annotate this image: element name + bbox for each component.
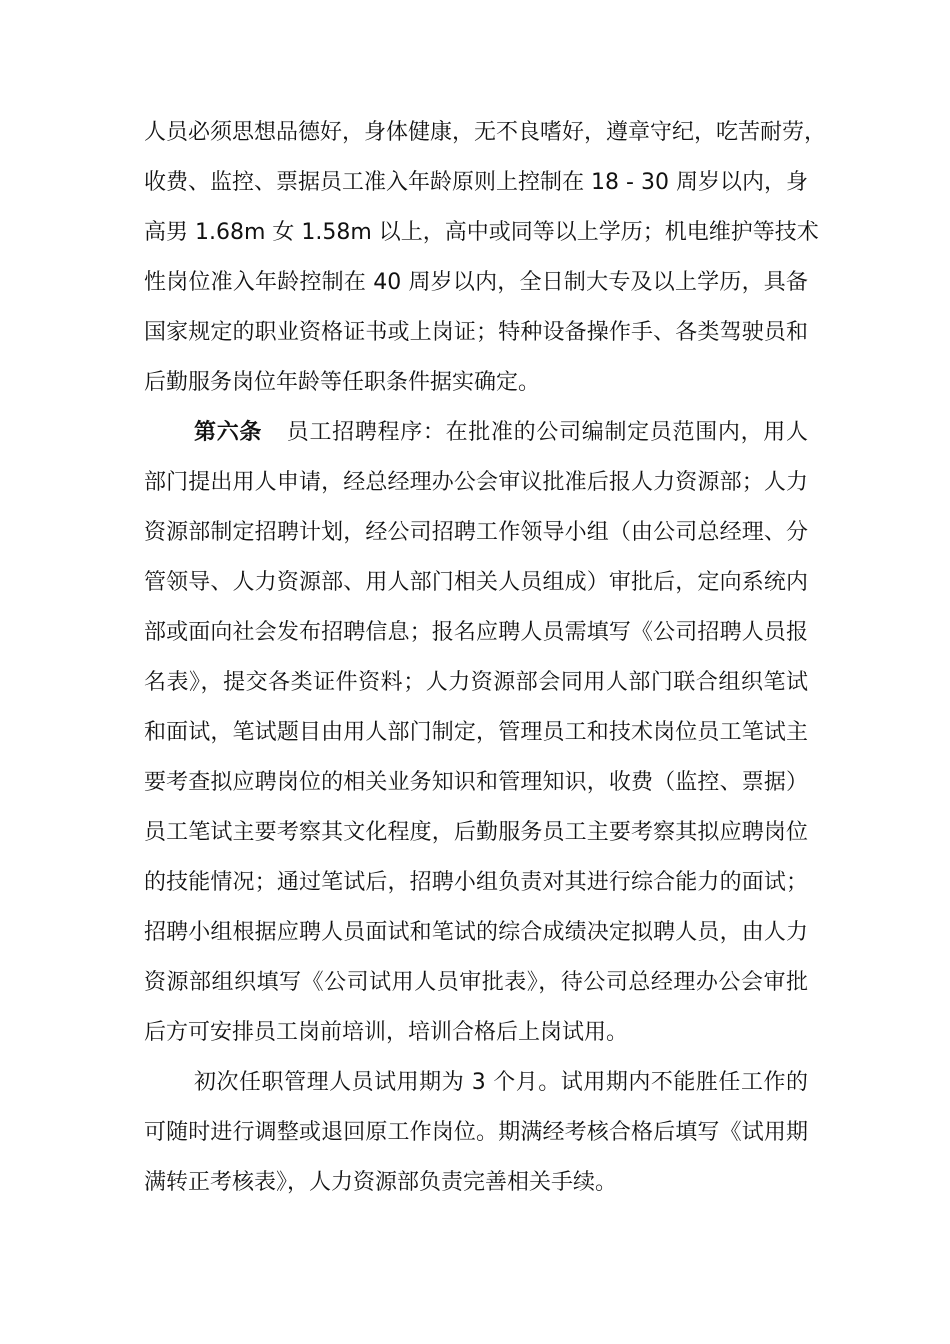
paragraph-line: 部门提出用人申请，经总经理办公会审议批准后报人力资源部；人力 <box>144 470 808 495</box>
article-6-heading: 第六条 <box>194 420 263 445</box>
article-6-first-text: 员工招聘程序：在批准的公司编制定员范围内，用人 <box>286 420 808 445</box>
paragraph-line: 的技能情况；通过笔试后，招聘小组负责对其进行综合能力的面试； <box>144 870 808 895</box>
paragraph-line: 员工笔试主要考察其文化程度，后勤服务员工主要考察其拟应聘岗位 <box>144 820 808 845</box>
paragraph-line: 性岗位准入年龄控制在 40 周岁以内，全日制大专及以上学历，具备 <box>144 270 808 295</box>
paragraph-line: 人员必须思想品德好，身体健康，无不良嗜好，遵章守纪，吃苦耐劳， <box>144 120 827 145</box>
article-6-first-line <box>194 418 808 448</box>
paragraph-line: 后方可安排员工岗前培训，培训合格后上岗试用。 <box>144 1020 629 1045</box>
paragraph-line: 后勤服务岗位年龄等任职条件据实确定。 <box>144 370 541 395</box>
paragraph-line: 资源部制定招聘计划，经公司招聘工作领导小组（由公司总经理、分 <box>144 520 808 545</box>
paragraph-line: 名表》，提交各类证件资料；人力资源部会同用人部门联合组织笔试 <box>144 670 808 695</box>
paragraph-line: 管领导、人力资源部、用人部门相关人员组成）审批后，定向系统内 <box>144 570 808 595</box>
paragraph-line: 国家规定的职业资格证书或上岗证；特种设备操作手、各类驾驶员和 <box>144 320 808 345</box>
paragraph-line: 和面试，笔试题目由用人部门制定，管理员工和技术岗位员工笔试主 <box>144 720 808 745</box>
paragraph-line: 部或面向社会发布招聘信息；报名应聘人员需填写《公司招聘人员报 <box>144 620 808 645</box>
paragraph-line: 可随时进行调整或退回原工作岗位。期满经考核合格后填写《试用期 <box>144 1120 808 1145</box>
paragraph-line: 要考查拟应聘岗位的相关业务知识和管理知识，收费（监控、票据） <box>144 770 808 795</box>
paragraph-line: 收费、监控、票据员工准入年龄原则上控制在 18 - 30 周岁以内，身 <box>144 170 808 195</box>
paragraph-line: 高男 1.68m 女 1.58m 以上，高中或同等以上学历；机电维护等技术 <box>144 220 819 245</box>
paragraph-line: 资源部组织填写《公司试用人员审批表》，待公司总经理办公会审批 <box>144 970 808 995</box>
paragraph-line: 满转正考核表》，人力资源部负责完善相关手续。 <box>144 1170 618 1195</box>
paragraph-line: 招聘小组根据应聘人员面试和笔试的综合成绩决定拟聘人员，由人力 <box>144 920 808 945</box>
paragraph-3-first-line: 初次任职管理人员试用期为 3 个月。试用期内不能胜任工作的 <box>194 1070 808 1095</box>
